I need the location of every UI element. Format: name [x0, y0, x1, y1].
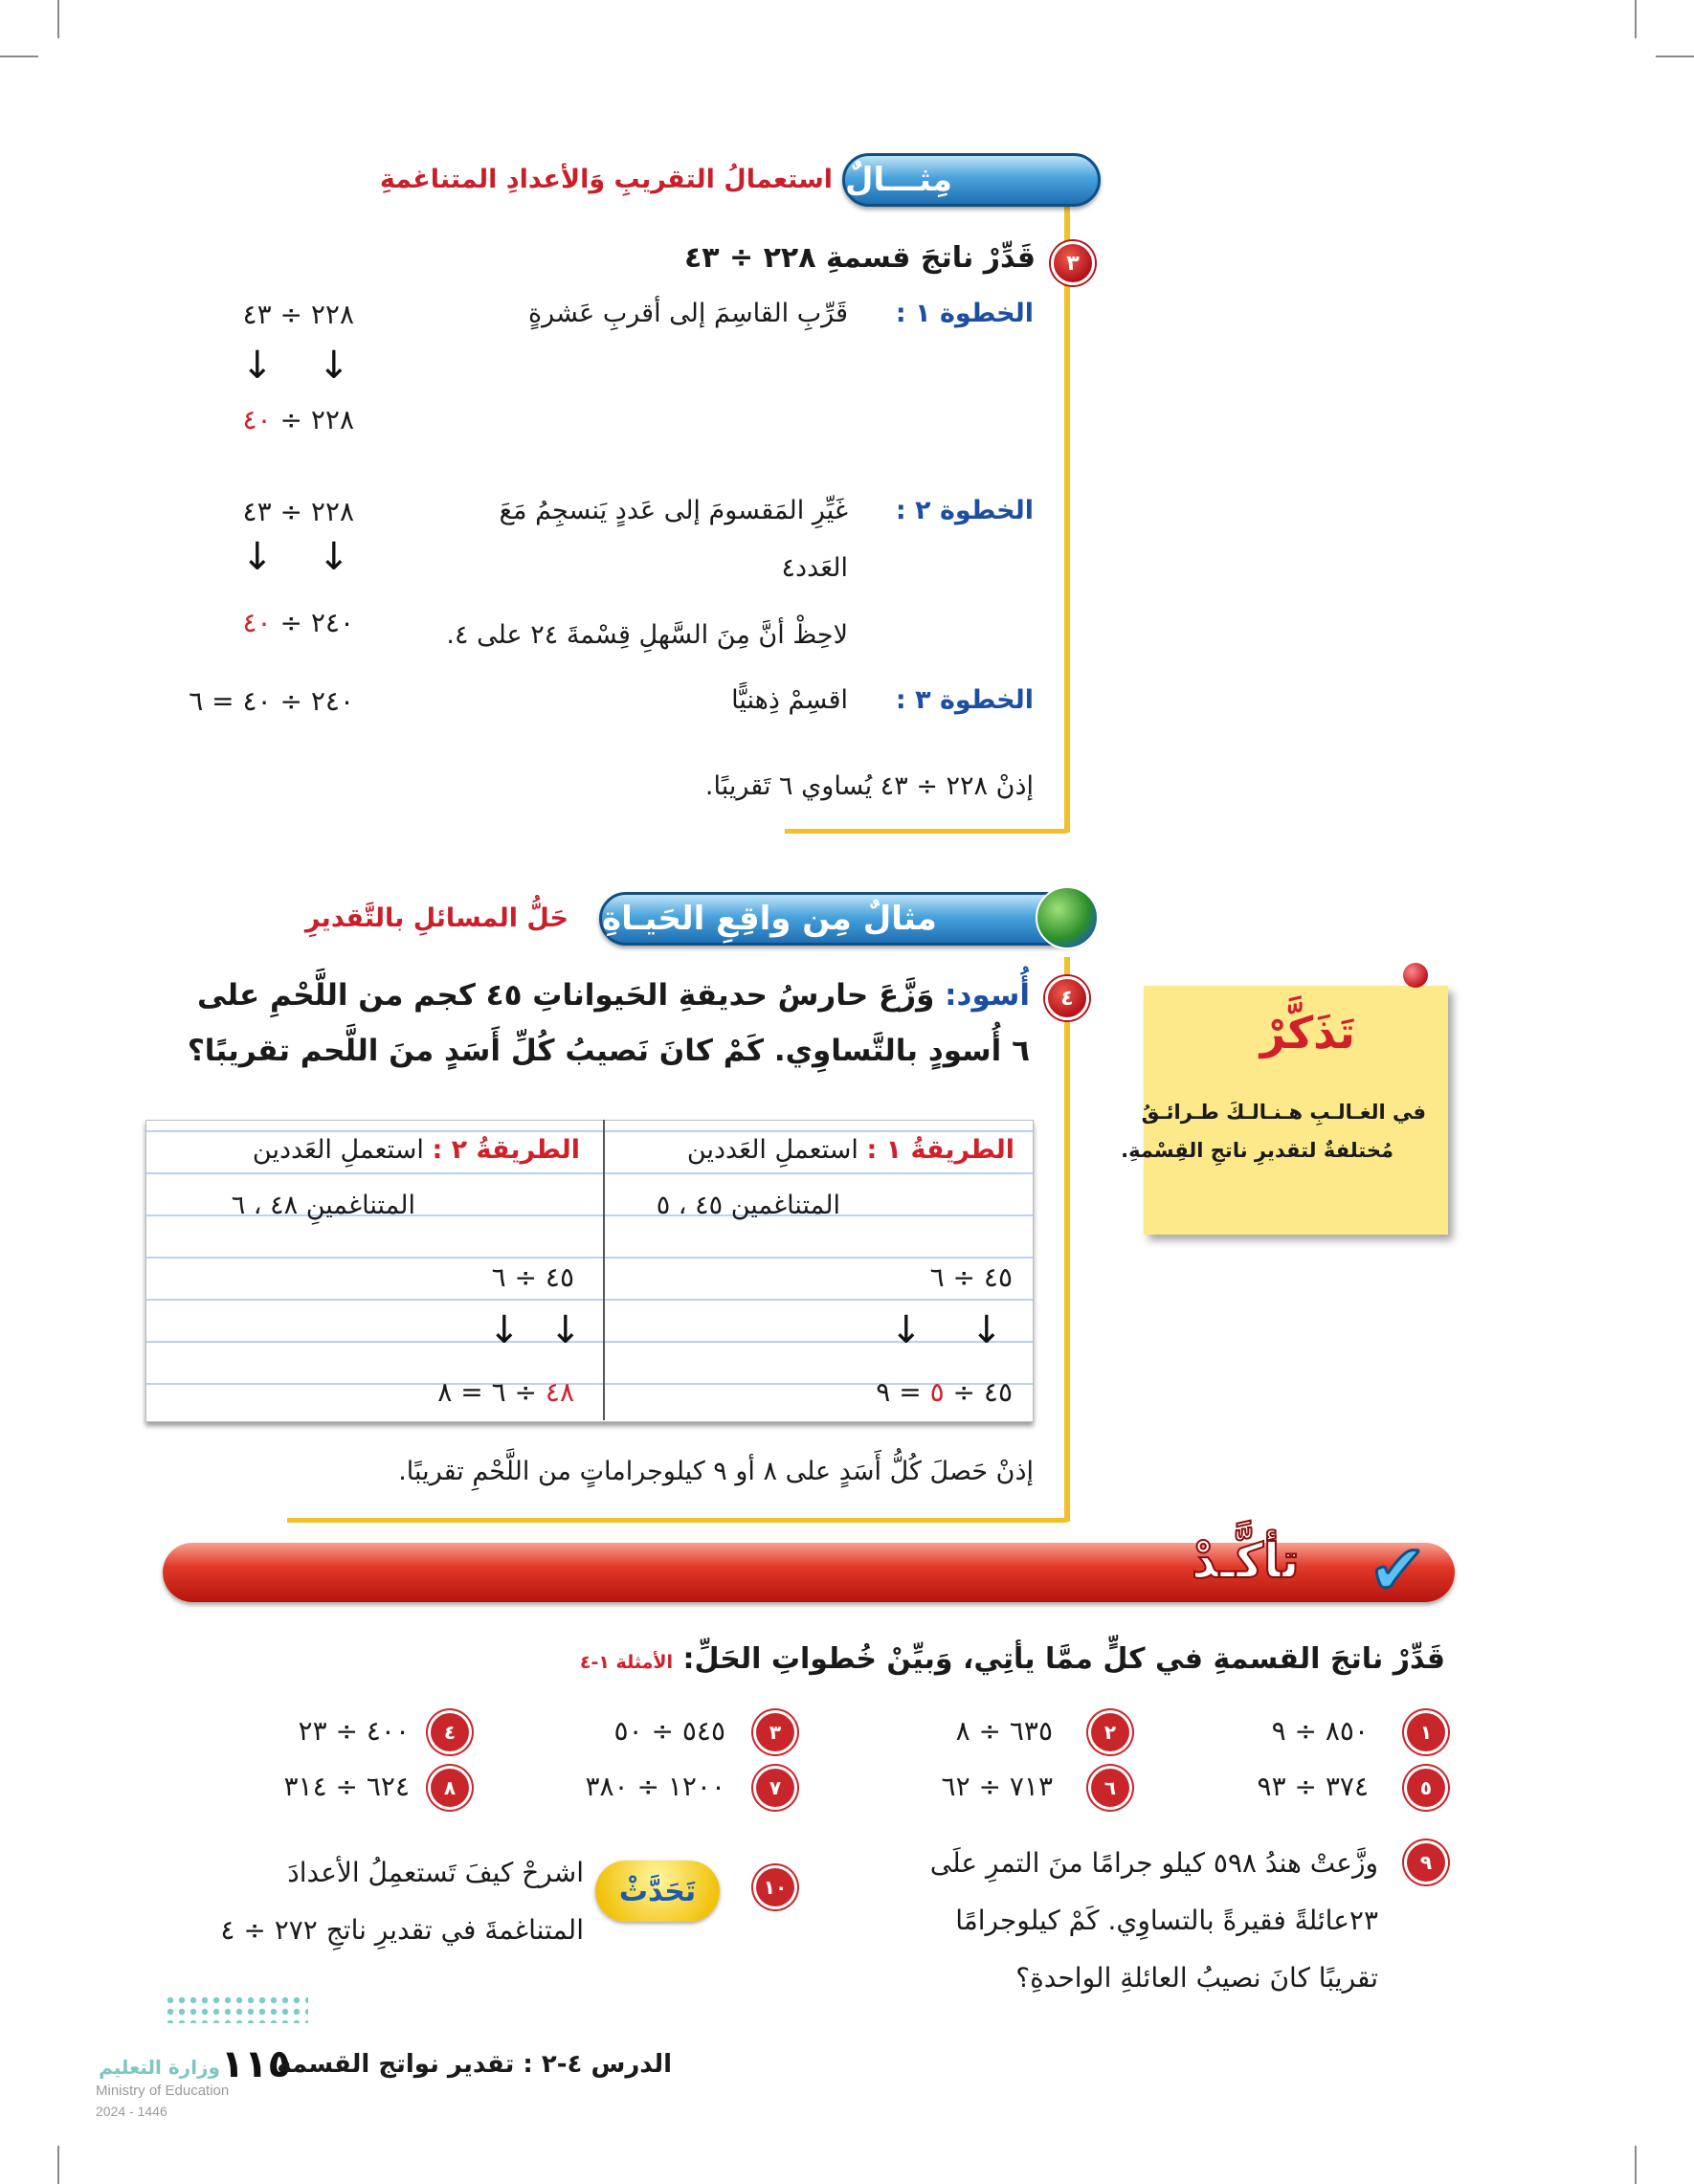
step3-text: اقسِمْ ذِهنيًّا [731, 685, 848, 715]
lesson-footer [277, 2050, 672, 2079]
exercise-number: ٢ [1091, 1713, 1129, 1751]
example4-question-line2: ٦ أُسودٍ بالتَّساوِي. كَمْ كانَ نَصيبُ كُلِّ أَسَدٍ منَ اللَّحم تقريبًا؟ [187, 1034, 1030, 1068]
exercise-expression: ٣٧٤ ÷ ٩٣ [1257, 1771, 1369, 1802]
exercise-number: ٤ [431, 1713, 469, 1751]
step1-dividend: ٢٢٨ ÷ [279, 404, 354, 435]
exercise-expression: ٧١٣ ÷ ٦٢ [941, 1771, 1053, 1802]
crop-mark [1635, 2146, 1637, 2184]
down-arrow-icon: ↓ [488, 1308, 521, 1352]
method1-math-bottom [876, 1376, 1013, 1408]
ministry-name-ar: وزارة التعليم [99, 2056, 220, 2079]
example4-number: ٤ [1045, 976, 1089, 1020]
exercise-expression: ١٢٠٠ ÷ ٣٨٠ [585, 1771, 725, 1802]
year-label: 2024 - 1446 [96, 2104, 167, 2119]
step2-dividend: ٢٤٠ ÷ [279, 607, 354, 638]
crop-mark [57, 2146, 59, 2184]
exercise-expression: ٦٣٥ ÷ ٨ [955, 1715, 1053, 1747]
method1-compatible-divisor: ٥ [929, 1376, 945, 1408]
example3-number: ٣ [1051, 241, 1095, 285]
exercise-number: ٨ [431, 1769, 469, 1807]
talk-about-it-badge: تَحَدَّثْ [595, 1861, 720, 1922]
step3-label: الخطوة ٣ : [895, 685, 1034, 715]
step1-text: قَرِّبِ القاسِمَ إلى أقربِ عَشرةٍ [528, 299, 848, 328]
down-arrow-icon: ↓ [549, 1308, 582, 1352]
remember-title: تَذَكَّرْ [1259, 1007, 1355, 1059]
exercise-number: ١ [1407, 1713, 1445, 1751]
exercise-number: ٩ [1407, 1843, 1445, 1882]
down-arrow-icon: ↓ [318, 535, 350, 579]
remember-line2: مُختلفةٌ لتقديرِ ناتجِ القِسْمةِ. [1121, 1139, 1393, 1162]
example4-question-line1 [197, 978, 1030, 1013]
method2-line2: المتناغمينِ ٤٨ ، ٦ [231, 1191, 415, 1220]
exercise-number: ١٠ [756, 1868, 794, 1906]
example4-pill: مثالٌ مِن واقِعِ الحَيـاةِ [599, 892, 1093, 946]
exercise-expression: ٦٢٤ ÷ ٣١٤ [283, 1771, 410, 1802]
down-arrow-icon: ↓ [318, 344, 350, 388]
exercise10-line2: المتناغمةَ في تقديرِ ناتجِ ٢٧٢ ÷ ٤ [220, 1914, 584, 1946]
exercise-expression: ٨٥٠ ÷ ٩ [1271, 1715, 1369, 1747]
exercise-expression: ٤٠٠ ÷ ٢٣ [298, 1715, 410, 1747]
down-arrow-icon: ↓ [241, 535, 274, 579]
exercise10-line1: اشرحْ كيفَ تَستعمِلُ الأعدادَ [287, 1857, 584, 1888]
method2-line1 [253, 1135, 580, 1165]
step2-divisor: ٤٠ [242, 607, 272, 638]
example4-frame-bottom [287, 1518, 1070, 1523]
step2-note: لاحِظْ أنَّ مِنَ السَّهلِ قِسْمةَ ٢٤ على ٤. [446, 620, 848, 650]
method2-label: الطريقةُ ٢ : [432, 1135, 580, 1165]
step1-math-top: ٢٢٨ ÷ ٤٣ [242, 299, 354, 330]
step1-math-bottom [243, 404, 354, 435]
exercise-expression: ٥٤٥ ÷ ٥٠ [613, 1715, 725, 1747]
example3-frame-bottom [785, 829, 1070, 834]
check-instruction-text: قَدِّرْ ناتجَ القسمةِ في كلٍّ ممَّا يأتِي، وَبيِّنْ خُطواتِ الحَلِّ: [682, 1642, 1445, 1676]
globe-icon [1036, 886, 1099, 949]
exercise-number: ٣ [756, 1713, 794, 1751]
example3-title: استعمالُ التقريبِ وَالأعدادِ المتناغمةِ [379, 165, 833, 194]
exercise9-line3: تقريبًا كانَ نصيبُ العائلةِ الواحدةِ؟ [1015, 1962, 1378, 1994]
method2-compatible-dividend: ٤٨ [545, 1376, 574, 1408]
crop-mark [0, 56, 38, 57]
crop-mark [1635, 0, 1637, 38]
exercise9-line2: ٢٣عائلةً فقيرةً بالتساوِي. كَمْ كيلوجرامًا [955, 1905, 1378, 1936]
down-arrow-icon: ↓ [890, 1308, 923, 1352]
remember-line1: في الغـالـبِ هـنـالـكَ طـرائـقُ [1141, 1101, 1426, 1124]
step2-math-bottom [243, 607, 354, 638]
step2-text-line2: العَدد٤ [781, 553, 848, 583]
page-number: ١١٥ [220, 2042, 291, 2086]
crop-mark [1656, 56, 1694, 57]
example4-question-text: وَزَّعَ حارسُ حديقةِ الحَيواناتِ ٤٥ كجم من اللَّحْمِ على [196, 978, 935, 1013]
crop-mark [57, 0, 59, 38]
example4-lead: أُسود: [945, 978, 1030, 1013]
method1-line2: المتناغمين ٤٥ ، ٥ [656, 1191, 840, 1220]
check-title: تأكَّـدْ [1192, 1533, 1300, 1589]
method2-math-top: ٤٥ ÷ ٦ [491, 1261, 574, 1293]
method1-math-top: ٤٥ ÷ ٦ [929, 1261, 1013, 1293]
example4-frame [1064, 957, 1070, 1522]
step2-label: الخطوة ٢ : [895, 496, 1034, 525]
example4-conclusion: إذنْ حَصلَ كُلُّ أَسَدٍ على ٨ أو ٩ كيلوجراماتٍ من اللَّحْمِ تقريبًا. [398, 1457, 1034, 1486]
method1-line1 [687, 1135, 1014, 1165]
step2-text-line1: غَيِّرِ المَقسومَ إلى عَددٍ يَنسجِمُ مَعَ [499, 496, 848, 525]
example4-title: حَلُّ المسائلِ بالتَّقديرِ [304, 903, 568, 933]
example3-pill: مِثـــالٌ [842, 153, 1101, 207]
method1-label: الطريقةُ ١ : [866, 1135, 1014, 1165]
method1-dividend: ٤٥ ÷ [952, 1376, 1013, 1408]
lesson-title: تقدير نواتج القسمة [277, 2050, 515, 2079]
method1-result: = ٩ [876, 1376, 922, 1408]
step2-math-top: ٢٢٨ ÷ ٤٣ [242, 496, 354, 527]
example3-conclusion: إذنْ ٢٢٨ ÷ ٤٣ يُساوي ٦ تَقريبًا. [704, 771, 1034, 801]
exercise-number: ٦ [1091, 1769, 1129, 1807]
down-arrow-icon: ↓ [241, 344, 274, 388]
ministry-logo-dots [165, 1995, 308, 2023]
method2-math-bottom [437, 1376, 574, 1408]
exercise9-line1: وزَّعتْ هندُ ٥٩٨ كيلو جرامًا منَ التمرِ علَى [929, 1847, 1378, 1879]
method1-text: استعملِ العَددين [686, 1135, 858, 1165]
down-arrow-icon: ↓ [970, 1308, 1003, 1352]
example3-frame [1064, 191, 1070, 833]
table-divider [603, 1120, 605, 1420]
check-instruction [580, 1642, 1445, 1676]
checkmark-icon: ✔ [1369, 1529, 1427, 1610]
lesson-number: الدرس ٤-٢ : [523, 2050, 672, 2079]
step1-rounded-divisor: ٤٠ [242, 404, 272, 435]
ministry-name-en: Ministry of Education [96, 2083, 230, 2099]
exercise-number: ٧ [756, 1769, 794, 1807]
exercise-number: ٥ [1407, 1769, 1445, 1807]
examples-reference: الأمثلة ١-٤ [579, 1652, 674, 1673]
example3-question: قَدِّرْ ناتجَ قسمةِ ٢٢٨ ÷ ٤٣ [683, 241, 1036, 275]
step1-label: الخطوة ١ : [895, 299, 1034, 328]
pushpin-icon [1403, 963, 1428, 988]
step3-math: ٢٤٠ ÷ ٤٠ = ٦ [189, 685, 354, 717]
method2-text: استعملِ العَددين [252, 1135, 424, 1165]
method2-result: ÷ ٦ = ٨ [437, 1376, 538, 1408]
